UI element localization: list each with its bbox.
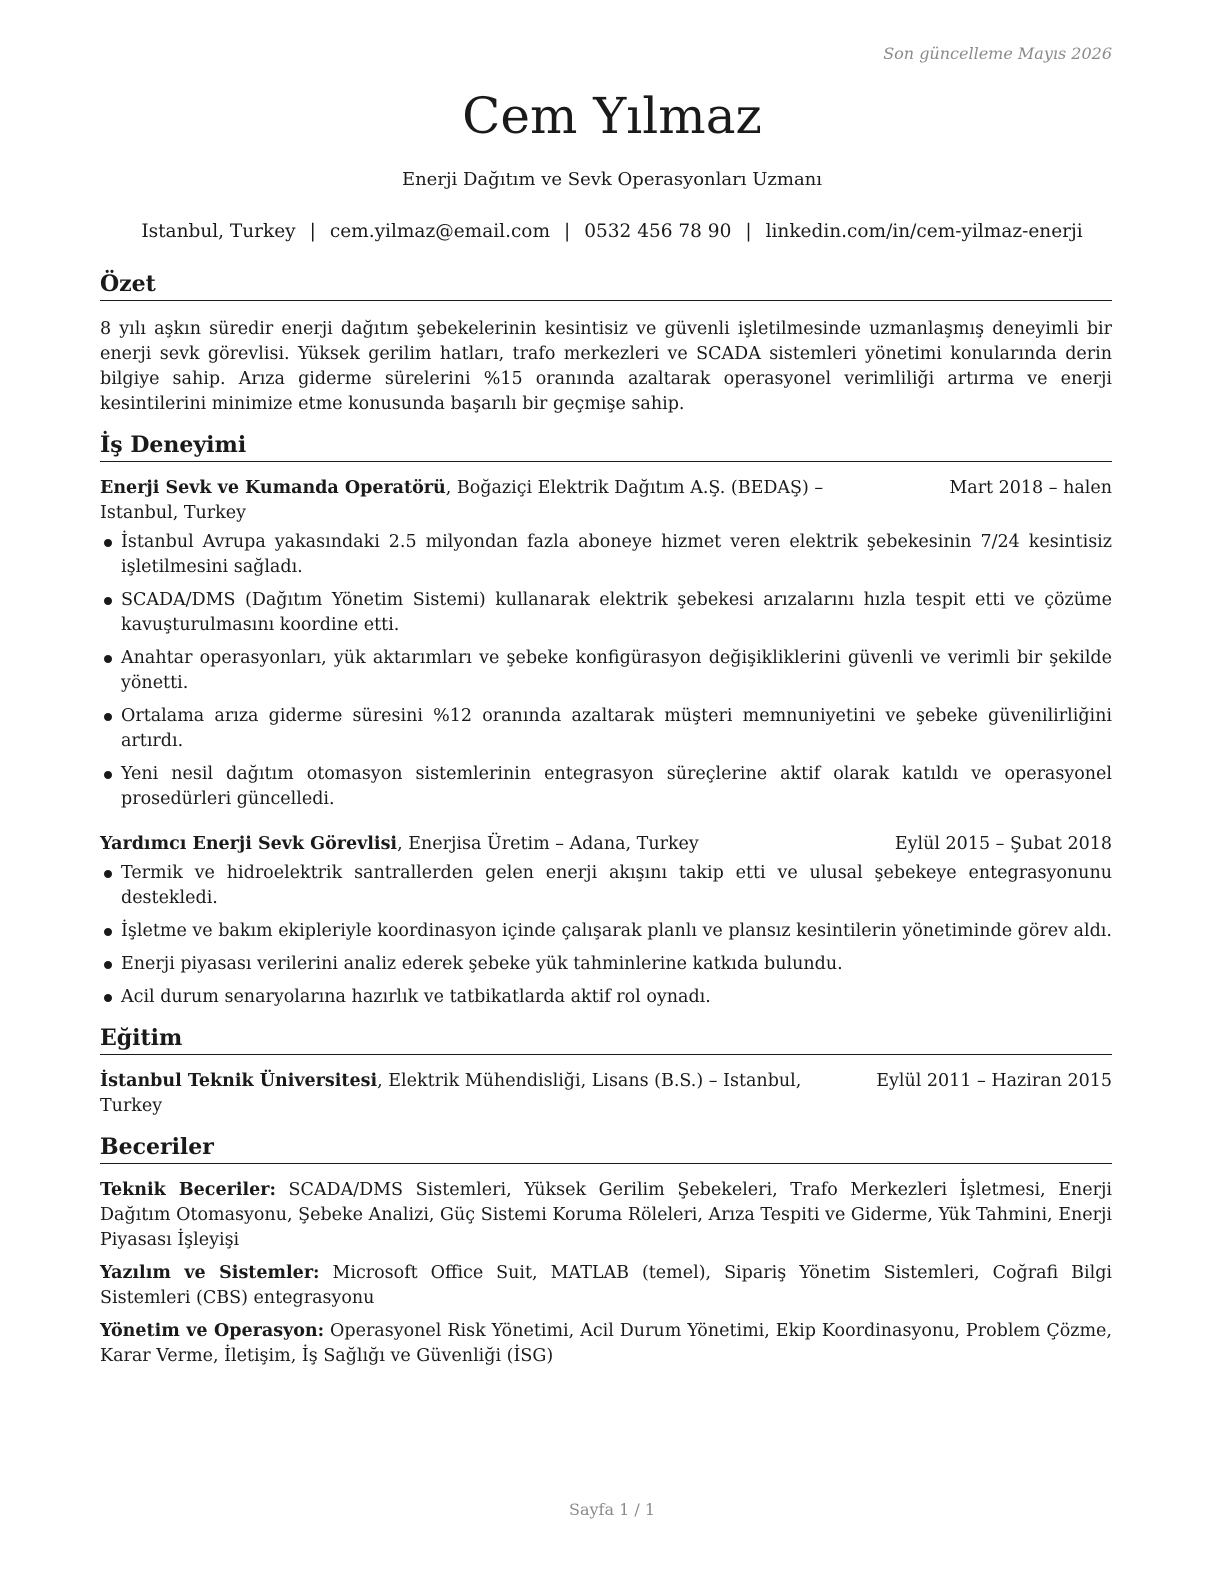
- list-item: Ortalama arıza giderme süresini %12 oranında azaltarak müşteri memnuniyetini ve şebeke güvenilirliğini artırdı.: [100, 704, 1112, 754]
- education-section: [100, 1024, 1112, 1119]
- job-header: [100, 476, 1112, 526]
- job-dates: Mart 2018 – halen: [949, 478, 1112, 498]
- skill-group-label: Yönetim ve Operasyon:: [100, 1321, 325, 1341]
- list-item: İşletme ve bakım ekipleriyle koordinasyon içinde çalışarak planlı ve plansız kesintilerin yönetiminde görev aldı.: [100, 919, 1112, 944]
- education-entry: [100, 1069, 1112, 1119]
- summary-title: Özet: [100, 270, 1112, 301]
- contact-separator: |: [309, 221, 316, 242]
- list-item: Yeni nesil dağıtım otomasyon sistemlerinin entegrasyon süreçlerine aktif olarak katıldı ve operasyonel prosedürleri güncelledi.: [100, 762, 1112, 812]
- job-position: Enerji Sevk ve Kumanda Operatörü: [100, 478, 446, 498]
- skill-group-label: Yazılım ve Sistemler:: [100, 1263, 320, 1283]
- list-item: Acil durum senaryolarına hazırlık ve tatbikatlarda aktif rol oynadı.: [100, 985, 1112, 1010]
- list-item: Enerji piyasası verilerini analiz ederek şebeke yük tahminlerine katkıda bulundu.: [100, 952, 1112, 977]
- job-title-line: [100, 476, 900, 526]
- skill-group: [100, 1319, 1112, 1369]
- summary-text: 8 yılı aşkın süredir enerji dağıtım şebekelerinin kesintisiz ve güvenli işletilmesinde uzmanlaşmış deneyimli bir enerji sevk görevlisi. Yüksek gerilim hatları, trafo merkezleri ve SCADA sistemleri yönetimi konularında derin bilgiye sahip. Arıza giderme sürelerini %15 oranında azaltarak operasyonel verimliliği artırma ve enerji kesintilerini minimize etme konusunda başarılı bir geçmişe sahip.: [100, 319, 1112, 414]
- education-detail: , Elektrik Mühendisliği, Lisans (B.S.) – Istanbul, Turkey: [100, 1071, 802, 1116]
- contact-line: [0, 219, 1224, 245]
- page-number: Sayfa 1 / 1: [568, 1500, 655, 1519]
- education-school: İstanbul Teknik Üniversitesi: [100, 1071, 378, 1091]
- skill-group-label: Teknik Beceriler:: [100, 1180, 276, 1200]
- skill-group-text: Microsoft Office Suit, MATLAB (temel), Sipariş Yönetim Sistemleri, Coğrafi Bilgi Sistemleri (CBS) entegrasyonu: [100, 1263, 1112, 1308]
- skill-group-text: SCADA/DMS Sistemleri, Yüksek Gerilim Şebekeleri, Trafo Merkezleri İşletmesi, Enerji Dağıtım Otomasyonu, Şebeke Analizi, Güç Sistemi Koruma Röleleri, Arıza Tespiti ve Giderme, Yük Tahmini, Enerji Piyasası İşleyişi: [100, 1180, 1112, 1250]
- contact-email[interactable]: cem.yilmaz@email.com: [329, 221, 550, 242]
- job-bullets: [100, 861, 1112, 1010]
- contact-separator: |: [745, 221, 752, 242]
- skills-title: Beceriler: [100, 1133, 1112, 1164]
- list-item: İstanbul Avrupa yakasındaki 2.5 milyondan fazla aboneye hizmet veren elektrik şebekesinin 7/24 kesintisiz işletilmesini sağladı.: [100, 530, 1112, 580]
- contact-linkedin[interactable]: linkedin.com/in/cem-yilmaz-enerji: [765, 221, 1083, 242]
- skill-group-text: Operasyonel Risk Yönetimi, Acil Durum Yönetimi, Ekip Koordinasyonu, Problem Çözme, Karar Verme, İletişim, İş Sağlığı ve Güvenliği (İSG): [100, 1321, 1112, 1366]
- job-entry: [100, 832, 1112, 1010]
- job-bullets: [100, 530, 1112, 812]
- list-item: SCADA/DMS (Dağıtım Yönetim Sistemi) kullanarak elektrik şebekesi arızalarını hızla tespit etti ve çözüme kavuşturulmasını koordine etti.: [100, 588, 1112, 638]
- last-updated-note: Son güncelleme Mayıs 2026: [883, 44, 1112, 63]
- job-entry: [100, 476, 1112, 812]
- contact-location: Istanbul, Turkey: [141, 221, 296, 242]
- job-employer: , Boğaziçi Elektrik Dağıtım A.Ş. (BEDAŞ) – Istanbul, Turkey: [100, 478, 824, 523]
- job-title-line: [100, 832, 699, 857]
- skill-group: [100, 1178, 1112, 1253]
- education-title: Eğitim: [100, 1024, 1112, 1055]
- education-line: [100, 1069, 856, 1119]
- candidate-role: Enerji Dağıtım ve Sevk Operasyonları Uzmanı: [401, 169, 823, 190]
- contact-phone[interactable]: 0532 456 78 90: [584, 221, 732, 242]
- job-employer: , Enerjisa Üretim – Adana, Turkey: [397, 834, 699, 854]
- experience-title: İş Deneyimi: [100, 431, 1112, 462]
- experience-section: [100, 431, 1112, 1010]
- list-item: Anahtar operasyonları, yük aktarımları ve şebeke konfigürasyon değişikliklerini güvenli ve verimli bir şekilde yönetti.: [100, 646, 1112, 696]
- job-dates: Eylül 2015 – Şubat 2018: [894, 834, 1112, 854]
- candidate-name: Cem Yılmaz: [462, 87, 762, 145]
- skill-group: [100, 1261, 1112, 1311]
- contact-separator: |: [564, 221, 571, 242]
- resume-body: [100, 270, 1112, 1383]
- skills-section: [100, 1133, 1112, 1369]
- list-item: Termik ve hidroelektrik santrallerden gelen enerji akışını takip etti ve ulusal şebekeye entegrasyonunu destekledi.: [100, 861, 1112, 911]
- education-dates: Eylül 2011 – Haziran 2015: [876, 1071, 1112, 1091]
- job-position: Yardımcı Enerji Sevk Görevlisi: [100, 834, 398, 854]
- job-header: [100, 832, 1112, 857]
- summary-section: [100, 270, 1112, 417]
